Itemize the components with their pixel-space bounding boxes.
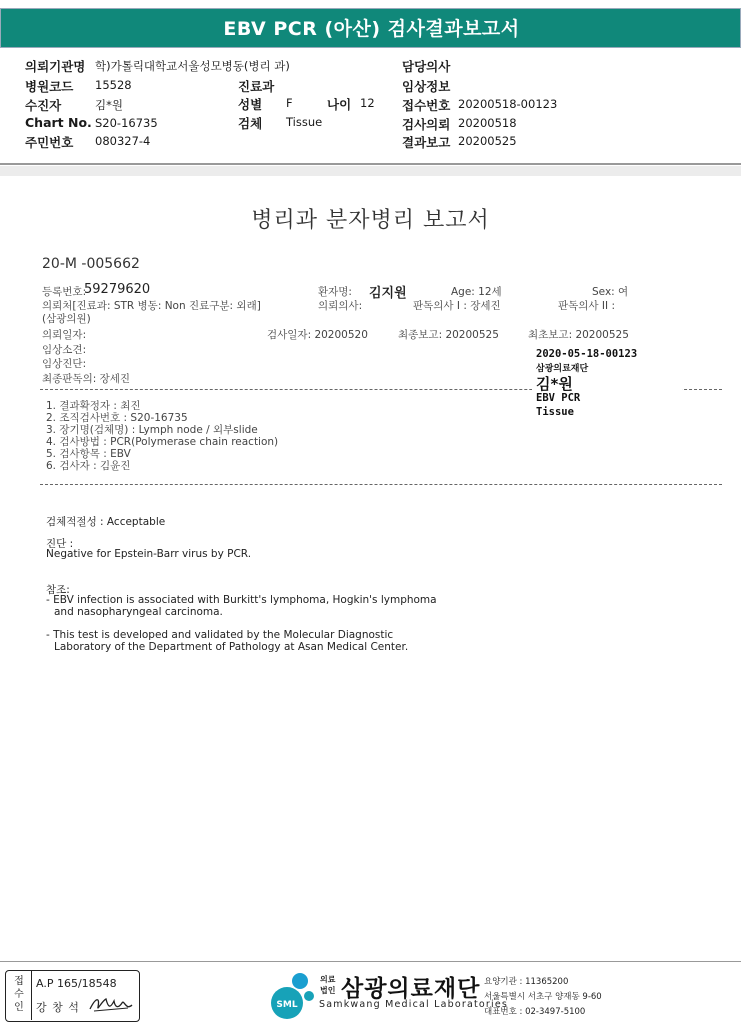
specimen-label: 검체 [238, 116, 263, 131]
item-1: 1. 결과확정자 : 최진 [46, 400, 141, 412]
item-4: 4. 검사방법 : PCR(Polymerase chain reaction) [46, 436, 279, 448]
report-title: 병리과 분자병리 보고서 [251, 208, 490, 233]
sex-text: Sex: 여 [592, 286, 629, 298]
organization-phone: 대표번호 : 02-3497-5100 [484, 1007, 586, 1017]
hospital-code-label: 병원코드 [25, 79, 74, 94]
patient-name-label: 환자명: [318, 286, 352, 298]
item-3: 3. 장기명(검체명) : Lymph node / 외부slide [46, 424, 258, 436]
sticker-patient: 김*원 [536, 375, 573, 393]
scan-edge-band [0, 166, 741, 176]
report-date-label: 결과보고 [402, 135, 451, 150]
pathologist-1-text: 판독의사 I : 장세진 [413, 300, 501, 312]
registration-value: 59279620 [84, 282, 151, 297]
reference-2-line-2: Laboratory of the Department of Pathology at Asan Medical Center. [54, 641, 409, 653]
reference-2-line-1: - This test is developed and validated by the Molecular Diagnostic [46, 629, 394, 641]
resident-no-value: 080327-4 [95, 134, 151, 148]
final-reader-text: 최종판독의: 장세진 [42, 373, 131, 385]
request-date-value: 20200518 [458, 116, 517, 130]
footer-divider [0, 961, 741, 962]
reference-1-line-1: - EBV infection is associated with Burkitt's lymphoma, Hogkin's lymphoma [46, 594, 437, 606]
resident-no-label: 주민번호 [25, 135, 74, 150]
chart-no-label: Chart No. [25, 115, 92, 130]
sticker-test: EBV PCR [536, 392, 581, 404]
dept-label: 진료과 [238, 79, 275, 94]
banner-title: EBV PCR (아산) 검사결과보고서 [223, 18, 520, 40]
diagnosis-label: 진단 : [46, 538, 74, 550]
ap-number: A.P 165/18548 [36, 977, 117, 990]
receipt-no-value: 20200518-00123 [458, 97, 558, 111]
hospital-code-value: 15528 [95, 78, 132, 92]
diagnosis-text: Negative for Epstein-Barr virus by PCR. [46, 548, 252, 560]
pathologist-2-text: 판독의사 II : [558, 300, 615, 312]
report-banner [0, 8, 741, 48]
organization-name: 삼광의료재단 [341, 976, 481, 1002]
header-divider [0, 163, 741, 165]
clinical-findings-text: 임상소견: [42, 344, 87, 356]
requesting-doctor-text: 의뢰의사: [318, 300, 363, 312]
sticker-org: 삼광의료재단 [536, 364, 589, 374]
item-5: 5. 검사항목 : EBV [46, 448, 131, 460]
patient-name-value: 김지원 [369, 286, 407, 301]
specimen-value: Tissue [286, 115, 323, 129]
org-prefix-top: 의료 [320, 975, 336, 984]
organization-address: 서울특별시 서초구 양재동 9-60 [484, 992, 602, 1002]
chart-no-value: S20-16735 [95, 116, 158, 130]
stamp-vertical-label: 접수인 [14, 976, 24, 1013]
age-label: 나이 [327, 97, 352, 112]
receipt-no-label: 접수번호 [402, 98, 451, 113]
receipt-stamp [5, 970, 140, 1022]
requester-text: 의뢰처[진료과: STR 병동: Non 진료구분: 외래] [42, 300, 261, 312]
case-number: 20-M -005662 [42, 256, 140, 272]
organization-english: Samkwang Medical Laboratories [319, 999, 509, 1010]
reference-label: 참조: [46, 584, 70, 596]
clinical-diagnosis-text: 임상진단: [42, 358, 87, 370]
clinical-info-label: 임상정보 [402, 79, 451, 94]
stamp-divider [31, 971, 32, 1020]
org-prefix-bottom: 법인 [320, 986, 336, 995]
first-report-text: 최초보고: 20200525 [528, 329, 629, 341]
age-text: Age: 12세 [451, 286, 502, 298]
stamp-person: 강 창 석 [36, 1001, 80, 1014]
patient-label: 수진자 [25, 98, 62, 113]
item-6: 6. 검사자 : 김윤진 [46, 460, 131, 472]
signature-icon [88, 993, 136, 1015]
request-date-text: 의뢰일자: [42, 329, 87, 341]
report-date-value: 20200525 [458, 134, 517, 148]
doctor-label: 담당의사 [402, 59, 451, 74]
sticker-code: 2020-05-18-00123 [536, 348, 638, 360]
sex-value: F [286, 96, 293, 110]
exam-date-text: 검사일자: 20200520 [267, 329, 368, 341]
item-2: 2. 조직검사번호 : S20-16735 [46, 412, 188, 424]
request-date-label: 검사의뢰 [402, 117, 451, 132]
institution-value: 학)가톨릭대학교서울성모병동(병리 과) [95, 59, 290, 73]
institution-label: 의뢰기관명 [25, 59, 86, 74]
sml-logo-icon [268, 970, 316, 1022]
logo-text: SML [276, 1000, 298, 1010]
patient-value: 김*원 [95, 98, 123, 112]
care-institution-no: 요양기관 : 11365200 [484, 977, 569, 987]
organization-text: (삼광의원) [42, 313, 91, 325]
specimen-sticker [532, 343, 682, 421]
sex-label: 성별 [238, 97, 263, 112]
adequacy-text: 검체적절성 : Acceptable [46, 516, 166, 528]
age-value: 12 [360, 96, 375, 110]
final-report-text: 최종보고: 20200525 [398, 329, 499, 341]
reference-1-line-2: and nasopharyngeal carcinoma. [54, 606, 223, 618]
sticker-type: Tissue [536, 406, 574, 418]
dashed-divider-2 [40, 484, 722, 485]
registration-label: 등록번호: [42, 286, 87, 298]
